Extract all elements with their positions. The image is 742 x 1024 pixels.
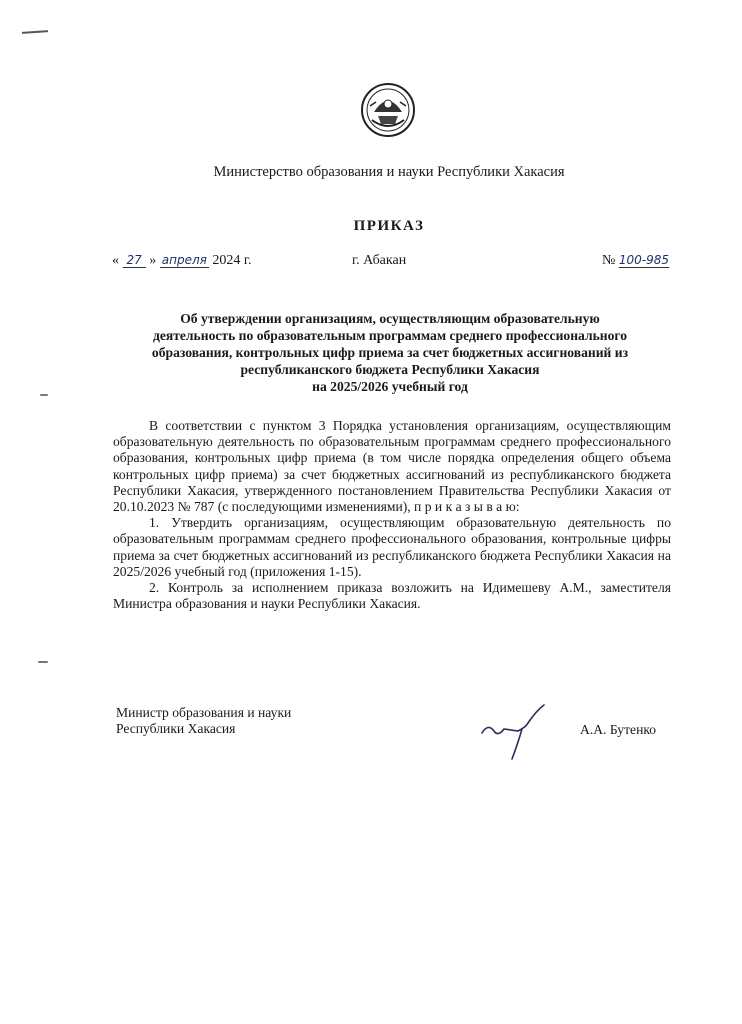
clause-2-paragraph: 2. Контроль за исполнением приказа возложить на Идимешеву А.М., заместителя Министра образования и науки Республики Хакасия. bbox=[113, 580, 671, 612]
date-month-handwritten: апреля bbox=[161, 253, 207, 267]
subject-line: Об утверждении организациям, осуществляющим образовательную bbox=[180, 311, 600, 326]
preamble-paragraph: В соответствии с пунктом 3 Порядка установления организациям, осуществляющим образовательную деятельность по образовательным программам среднего профессионального образования, контрольных цифр приема (в том числе порядка определения общего объема контрольных цифр приема) за счет бюджетных ассигнований из республиканского бюджета Республики Хакасия, утвержденного постановлением Правительства Республики Хакасия от 20.10.2023 № 787 (с последующими изменениями), п р и к а з ы в а ю: bbox=[113, 418, 671, 515]
date-year: 2024 г. bbox=[212, 253, 252, 268]
number-sign: № bbox=[602, 253, 616, 268]
position-line: Республики Хакасия bbox=[116, 721, 236, 736]
coat-of-arms-emblem bbox=[360, 82, 416, 138]
subject-line: республиканского бюджета Республики Хакасия bbox=[240, 362, 540, 377]
position-line: Министр образования и науки bbox=[116, 705, 292, 720]
scan-speck bbox=[38, 661, 48, 663]
date-day-handwritten: 27 bbox=[123, 253, 146, 268]
subject-line: образования, контрольных цифр приема за счет бюджетных ассигнований из bbox=[151, 345, 629, 360]
order-number-handwritten: 100-985 bbox=[618, 253, 669, 267]
issue-city: г. Абакан bbox=[352, 253, 407, 268]
scan-mark bbox=[22, 30, 48, 34]
signatory-position bbox=[116, 705, 291, 737]
date-quote-close: » bbox=[149, 253, 157, 268]
date-quote-open: « bbox=[112, 253, 119, 268]
document-title: ПРИКАЗ bbox=[353, 218, 425, 234]
scan-speck bbox=[40, 394, 48, 396]
subject-line: на 2025/2026 учебный год bbox=[312, 379, 468, 394]
order-number bbox=[602, 253, 669, 269]
order-body bbox=[113, 418, 671, 612]
subject-line: деятельность по образовательным программам среднего профессионального bbox=[152, 328, 628, 343]
handwritten-signature bbox=[478, 703, 550, 763]
clause-1-paragraph: 1. Утвердить организациям, осуществляющим образовательную деятельность по образовательным программам среднего профессионального образования, контрольные цифры приема за счет бюджетных ассигнований из республиканского бюджета Республики Хакасия на 2025/2026 учебный год (приложения 1-15). bbox=[113, 515, 671, 579]
order-subject bbox=[110, 310, 670, 395]
signatory-name: А.А. Бутенко bbox=[580, 722, 657, 737]
order-date bbox=[112, 253, 252, 269]
ministry-name: Министерство образования и науки Республики Хакасия bbox=[213, 164, 565, 180]
